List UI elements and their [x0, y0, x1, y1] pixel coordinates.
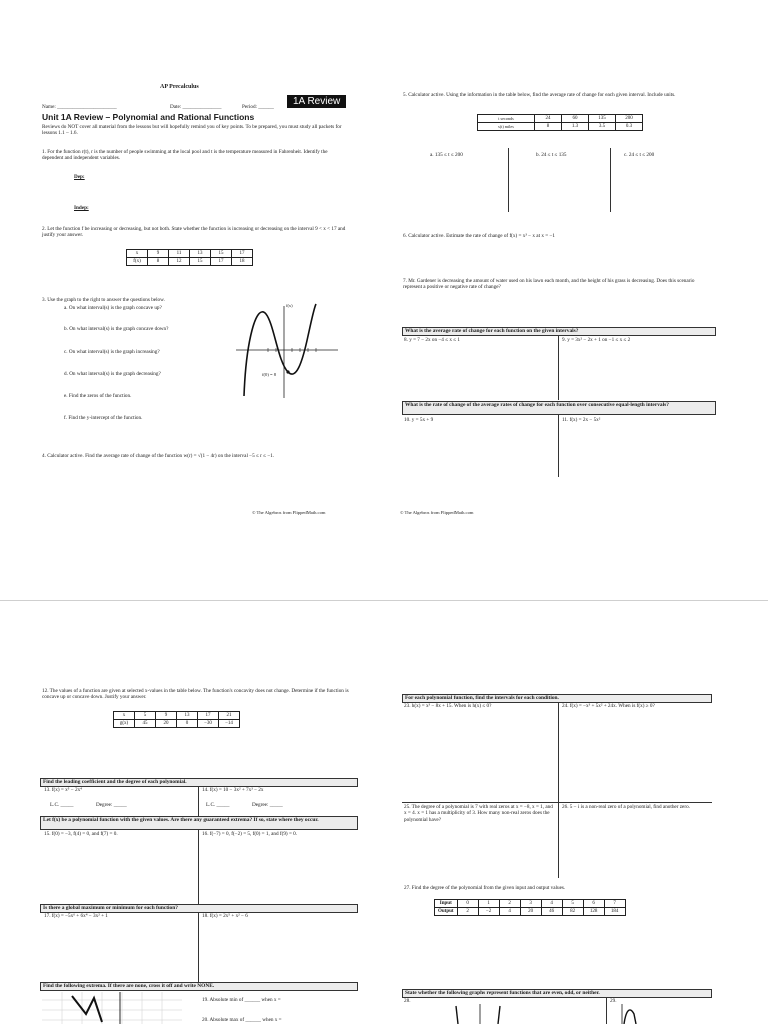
q12-table [113, 711, 240, 728]
question-3c: c. On what interval(s) is the graph increasing? [64, 349, 160, 355]
question-3a: a. On what interval(s) is the graph concave up? [64, 305, 162, 311]
name-field-label: Name: _______________________ [42, 104, 117, 110]
section-header: For each polynomial function, find the intervals for each condition. [402, 694, 712, 703]
table-cell: 135 [589, 115, 616, 123]
footer-2: © The Algebros from FlippedMath.com [400, 510, 474, 515]
course-title: AP Precalculus [160, 84, 199, 90]
table-cell: 0.3 [616, 123, 643, 131]
table-cell: 24 [535, 115, 562, 123]
table-cell: 60 [562, 115, 589, 123]
table-cell: f(x) [127, 258, 148, 266]
period-field-label: Period: ______ [242, 104, 274, 110]
section-header: State whether the following graphs represent functions that are even, odd, or neither. [402, 989, 712, 998]
table-cell: 2 [499, 900, 520, 908]
q14-degree: Degree: _____ [252, 802, 283, 808]
divider [558, 336, 559, 400]
question-19: 19. Absolute min of ______ when x = [202, 997, 281, 1003]
table-cell: 0 [457, 900, 478, 908]
q3-graph [232, 302, 342, 402]
table-cell: 17 [232, 250, 253, 258]
question-26: 26. 5 − i is a non-real zero of a polynomial, find another zero. [562, 804, 690, 810]
table-cell: x [114, 712, 135, 720]
q14-lc: L.C. _____ [206, 802, 230, 808]
table-cell: 13 [190, 250, 211, 258]
q29-graph [610, 1004, 650, 1024]
table-cell: Output [435, 908, 458, 916]
date-field-label: Date: _______________ [170, 104, 222, 110]
extrema-graph [42, 992, 182, 1024]
question-24: 24. f(x) = −x³ + 5x² + 24x. When is f(x) ≥ 0? [562, 703, 655, 709]
section-header: Find the following extrema. If there are none, cross it off and write NONE. [40, 982, 358, 991]
question-3b: b. On what interval(s) is the graph concave down? [64, 326, 169, 332]
table-cell: t seconds [478, 115, 535, 123]
divider [508, 148, 509, 212]
table-cell: 4 [499, 908, 520, 916]
divider [198, 912, 199, 982]
divider [558, 802, 559, 878]
divider [402, 802, 712, 803]
table-cell: 17 [198, 712, 219, 720]
graph-point [286, 370, 289, 373]
table-cell: 5 [562, 900, 583, 908]
question-7: 7. Mr. Gardener is decreasing the amount of water used on his lawn each month, and the height of his grass is decreasing. Does this scenario represent a positive or negative rate of change? [403, 278, 695, 291]
q28-graph [450, 1004, 510, 1024]
question-15: 15. f(0) = −3, f(4) = 0, and f(7) = 0. [44, 831, 118, 837]
question-14: 14. f(x) = 10 − 3x² + 7x³ − 2x [202, 787, 264, 793]
table-cell: 46 [541, 908, 562, 916]
table-cell: 5 [135, 712, 156, 720]
table-cell: 3 [520, 900, 541, 908]
section-header: Let f(x) be a polynomial function with the given values. Are there any guaranteed extrema? If so, state where they occur. [40, 816, 358, 830]
dep-label: Dep: [74, 174, 85, 180]
table-cell: 1 [478, 900, 499, 908]
question-25: 25. The degree of a polynomial is 7 with real zeros at x = −8, x = 1, and x = 4. x = 1 has a multiplicity of 3. How many non-real zeros does the polynomial have? [404, 804, 553, 823]
question-2: 2. Let the function f be increasing or decreasing, but not both. State whether the function is increasing or decreasing on the interval 9 < x < 17 and justify your answer. [42, 226, 346, 239]
table-cell: 184 [604, 908, 625, 916]
question-11: 11. f(x) = 2x − 5x² [562, 417, 601, 423]
review-badge: 1A Review [287, 95, 346, 108]
table-cell: 15 [190, 258, 211, 266]
table-cell: 1.3 [562, 123, 589, 131]
question-5b: b. 24 ≤ t ≤ 135 [536, 152, 567, 158]
table-cell: 45 [135, 720, 156, 728]
question-28: 28. [404, 998, 411, 1004]
question-23: 23. h(x) = x³ − 8x + 15. When is h(x) ≤ 0? [404, 703, 492, 709]
question-17: 17. f(x) = −5x⁶ + 6x⁴ − 3x² + 1 [44, 913, 108, 919]
question-12: 12. The values of a function are given at selected x-values in the table below. The function's concavity does not change. Determine if the function is concave up or concave down. Justify your answer. [42, 688, 349, 701]
section-header: What is the average rate of change for each function on the given intervals? [402, 327, 716, 336]
table-cell: 11 [169, 250, 190, 258]
page-separator [0, 600, 768, 601]
table-cell: 20 [520, 908, 541, 916]
divider [610, 148, 611, 212]
question-3e: e. Find the zeros of the function. [64, 393, 132, 399]
table-cell: 200 [616, 115, 643, 123]
section-header: What is the rate of change of the average rates of change for each function over consecutive equal-length intervals? [402, 401, 716, 415]
q13-lc: L.C. _____ [50, 802, 74, 808]
table-cell: 82 [562, 908, 583, 916]
table-cell: 8 [148, 258, 169, 266]
table-cell: 13 [177, 712, 198, 720]
question-1: 1. For the function r(t), r is the number of people swimming at the local pool and t is the temperature measured in Fahrenheit. Identify the dependent and independent variables. [42, 149, 328, 162]
question-4: 4. Calculator active. Find the average rate of change of the function w(r) = √(1 − 4r) on the interval −5 ≤ r ≤ −1. [42, 453, 275, 459]
divider [558, 415, 559, 477]
unit-title: Unit 1A Review – Polynomial and Rational Functions [42, 112, 255, 122]
question-5c: c. 24 ≤ t ≤ 200 [624, 152, 655, 158]
divider [558, 702, 559, 802]
question-3d: d. On what interval(s) is the graph decreasing? [64, 371, 161, 377]
table-cell: 128 [583, 908, 604, 916]
table-cell: g(x) [114, 720, 135, 728]
graph-curve [498, 1006, 500, 1024]
question-5a: a. 135 ≤ t ≤ 200 [430, 152, 463, 158]
table-cell: 20 [156, 720, 177, 728]
table-cell: 15 [211, 250, 232, 258]
question-20: 20. Absolute max of ______ when x = [202, 1017, 282, 1023]
table-cell: 9 [156, 712, 177, 720]
q27-table [434, 899, 626, 916]
graph-fx-label: f(x) [286, 303, 293, 308]
question-16: 16. f(−7) = 0, f(−2) = 5, f(0) = 1, and f(9) = 0. [202, 831, 298, 837]
question-27: 27. Find the degree of the polynomial from the given input and output values. [404, 885, 566, 891]
q5-table [477, 114, 643, 131]
question-13: 13. f(x) = x⁵ − 2x⁴ [44, 787, 82, 793]
table-cell: −30 [198, 720, 219, 728]
table-cell: −14 [219, 720, 240, 728]
table-cell: 17 [211, 258, 232, 266]
question-29: 29. [610, 998, 617, 1004]
table-cell: s(t) miles [478, 123, 535, 131]
table-cell: 9 [148, 250, 169, 258]
q2-table [126, 249, 253, 266]
table-cell: 8 [535, 123, 562, 131]
question-8: 8. y = 7 − 2x on −4 ≤ x ≤ 1 [404, 337, 460, 343]
question-3f: f. Find the y-intercept of the function. [64, 415, 143, 421]
question-10: 10. y = 5x + 9 [404, 417, 434, 423]
table-cell: 6 [583, 900, 604, 908]
graph-point-label: f(0) = 8 [262, 372, 277, 377]
question-5: 5. Calculator active. Using the information in the table below, find the average rate of change for each given interval. Include units. [403, 92, 676, 98]
table-cell: 12 [169, 258, 190, 266]
divider [198, 830, 199, 904]
table-cell: 21 [219, 712, 240, 720]
table-cell: Input [435, 900, 458, 908]
table-cell: 0 [177, 720, 198, 728]
table-cell: 2 [457, 908, 478, 916]
divider [198, 786, 199, 816]
question-3: 3. Use the graph to the right to answer the questions below. [42, 297, 165, 303]
section-header: Is there a global maximum or minimum for each function? [40, 904, 358, 913]
section-header: Find the leading coefficient and the degree of each polynomial. [40, 778, 358, 787]
question-6: 6. Calculator active. Estimate the rate of change of f(x) = x³ − x at x = −1 [403, 233, 555, 239]
table-cell: 4 [541, 900, 562, 908]
table-cell: 18 [232, 258, 253, 266]
question-9: 9. y = 3x² − 2x + 1 on −1 ≤ x ≤ 2 [562, 337, 631, 343]
graph-curve [456, 1006, 458, 1024]
table-cell: 3.5 [589, 123, 616, 131]
question-18: 18. f(x) = 2x⁵ + x² − 6 [202, 913, 248, 919]
divider [606, 998, 607, 1024]
table-cell: 7 [604, 900, 625, 908]
table-cell: x [127, 250, 148, 258]
table-cell: −2 [478, 908, 499, 916]
graph-curve [624, 1010, 636, 1024]
intro-text: Reviews do NOT cover all material from the lessons but will hopefully remind you of key points. To be prepared, you must study all packets for lessons 1.1 – 1.6. [42, 124, 342, 137]
q13-degree: Degree: _____ [96, 802, 127, 808]
indep-label: Indep: [74, 205, 89, 211]
footer-1: © The Algebros from FlippedMath.com [252, 510, 326, 515]
